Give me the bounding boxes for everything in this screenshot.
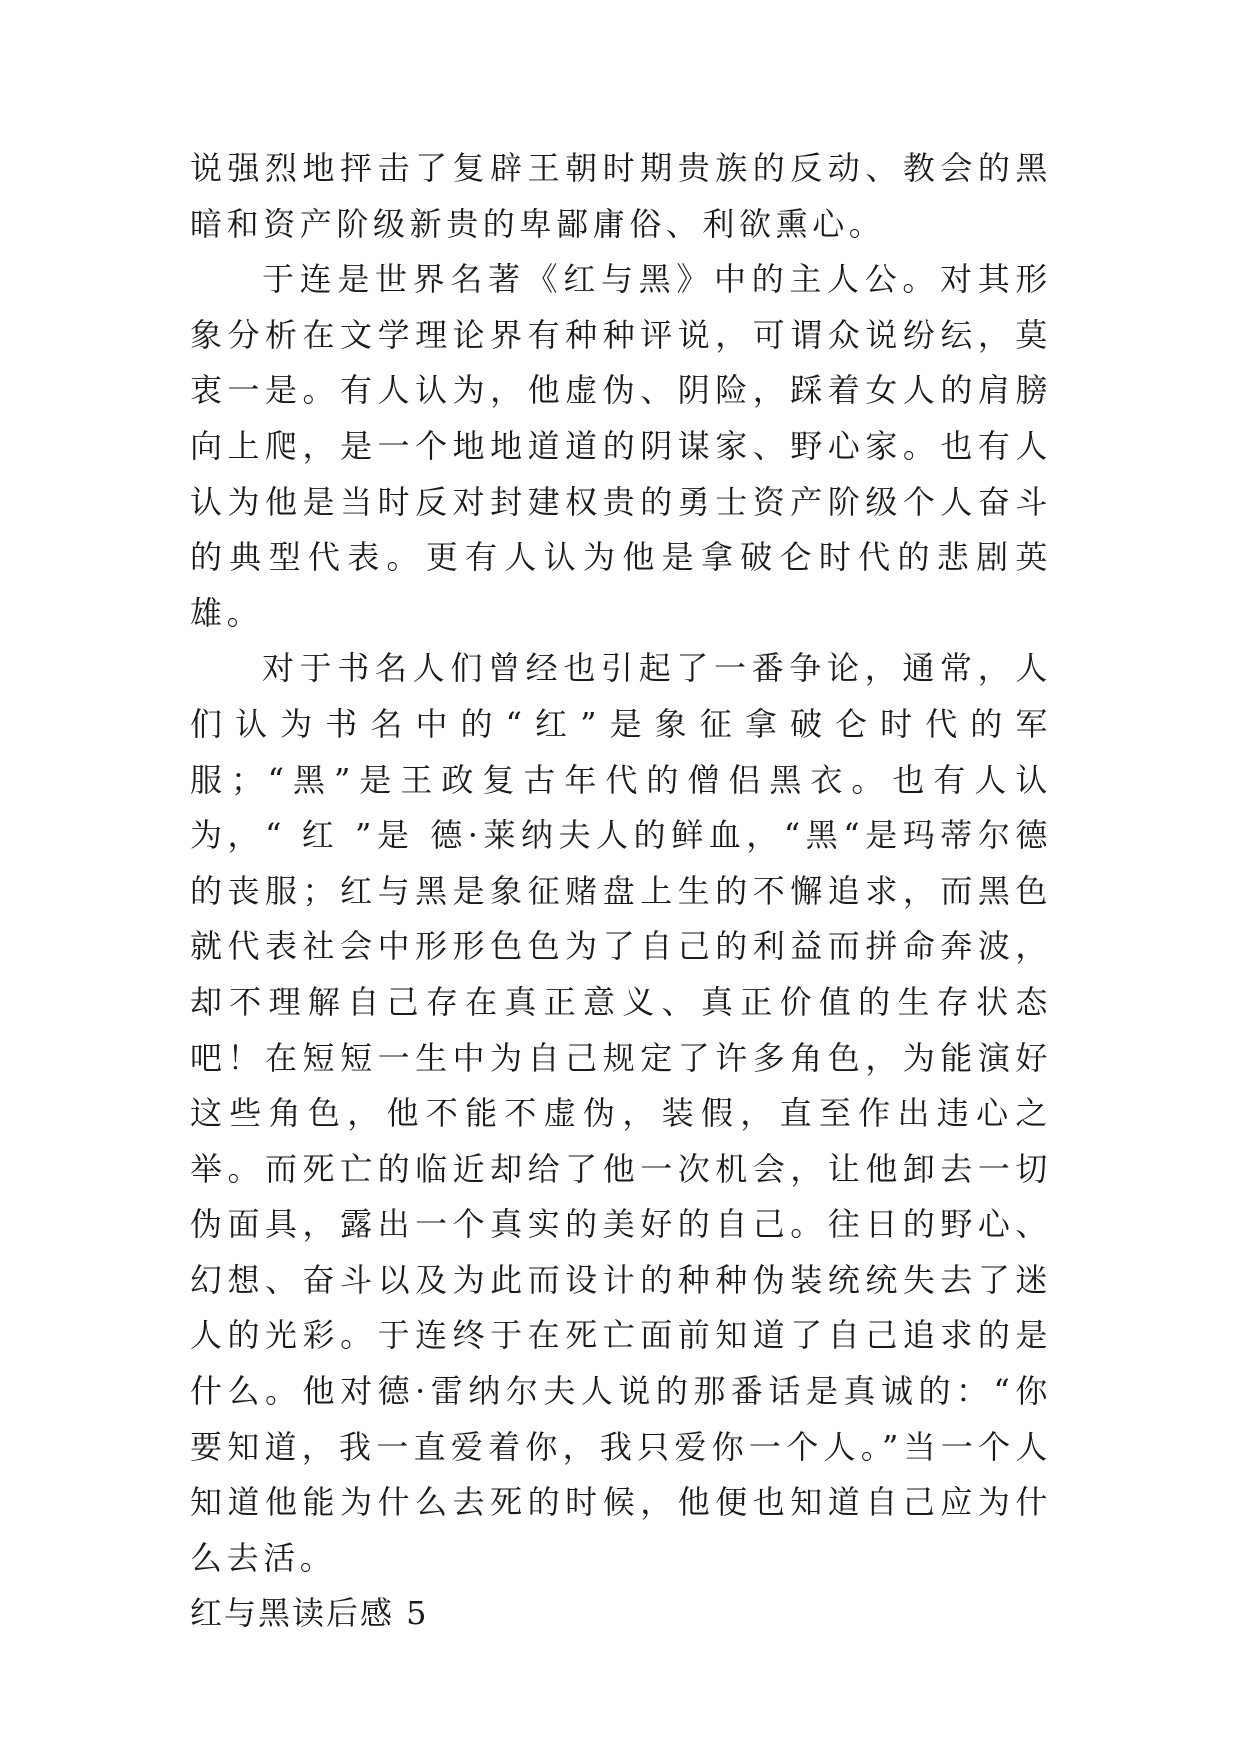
- section-heading: 红与黑读后感 5: [190, 1594, 429, 1633]
- paragraph-julien-image: 于连是世界名著《红与黑》中的主人公。对其形象分析在文学理论界有种种评说，可谓众说纷纭，莫衷一是。有人认为，他虚伪、阴险，踩着女人的肩膀向上爬，是一个地地道道的阴谋家、野心家。也有人认为他是当时反对封建权贵的勇士资产阶级个人奋斗的典型代表。更有人认为他是拿破仑时代的悲剧英雄。: [190, 260, 1052, 632]
- body-text: [190, 141, 1052, 1642]
- paragraph-title-meaning: 对于书名人们曾经也引起了一番争论，通常，人们认为书名中的“红”是象征拿破仑时代的军服；“黑”是王政复古年代的僧侣黑衣。也有人认为，“ 红 ”是 德·莱纳夫人的鲜血，“黑“是玛蒂尔德的丧服；红与黑是象征赌盘上生的不懈追求，而黑色就代表社会中形形色色为了自己的利益而拼命奔波，却不理解自己存在真正意义、真正价值的生存状态吧！在短短一生中为自己规定了许多角色，为能演好这些角色，他不能不虚伪，装假，直至作出违心之举。而死亡的临近却给了他一次机会，让他卸去一切伪面具，露出一个真实的美好的自己。往日的野心、幻想、奋斗以及为此而设计的种种伪装统统失去了迷人的光彩。于连终于在死亡面前知道了自己追求的是什么。他对德·雷纳尔夫人说的那番话是真诚的：“你要知道，我一直爱着你，我只爱你一个人。”当一个人知道他能为什么去死的时候，他便也知道自己应为什么去活。: [190, 649, 1052, 1577]
- paragraph-continuation: 说强烈地抨击了复辟王朝时期贵族的反动、教会的黑暗和资产阶级新贵的卑鄙庸俗、利欲熏心。: [190, 149, 1052, 243]
